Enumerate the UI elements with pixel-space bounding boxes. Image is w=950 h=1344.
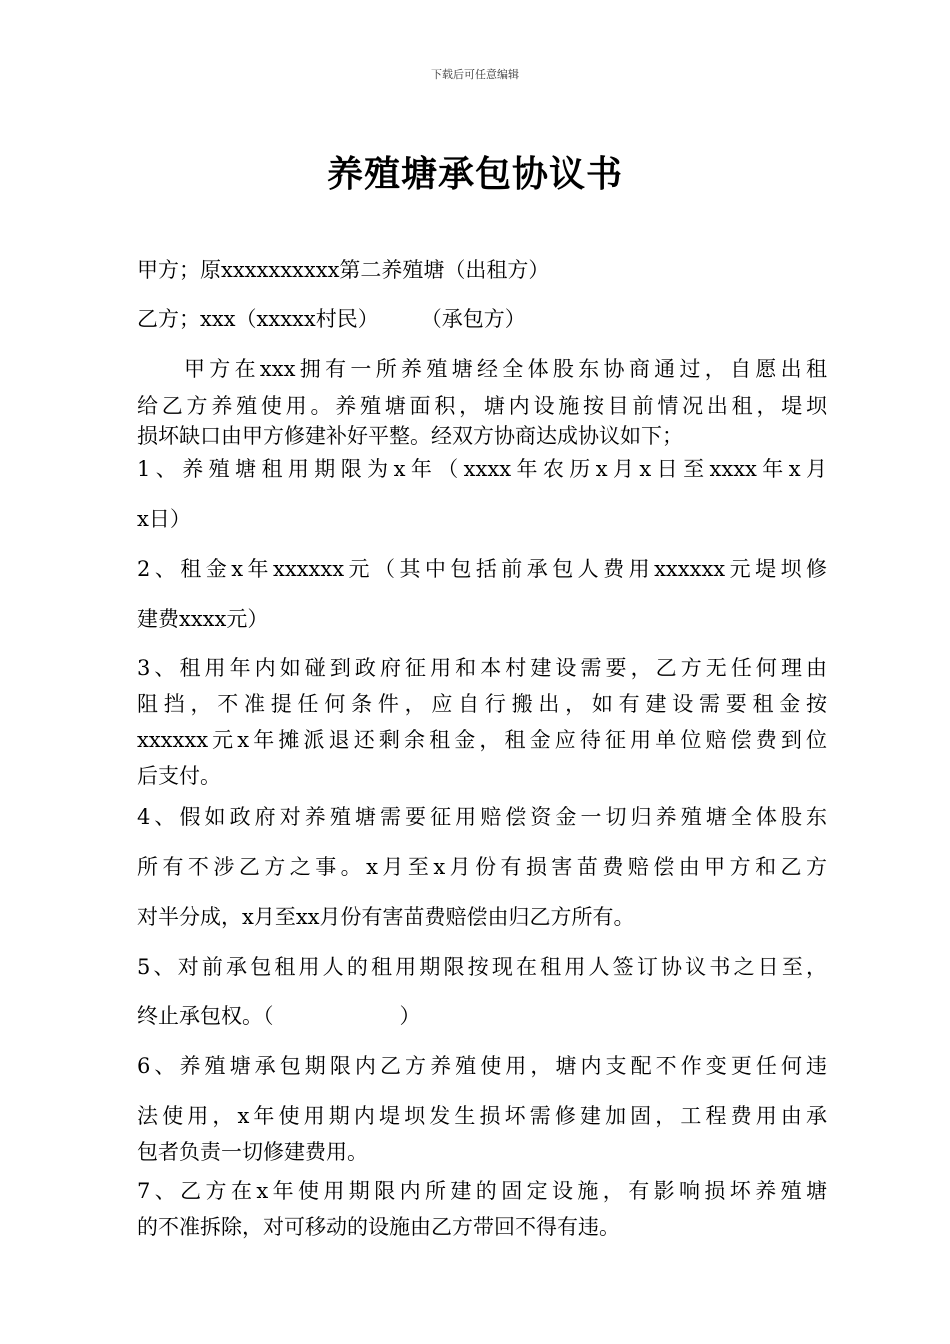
- clause-line: 终止承包权。（ ）: [137, 1004, 421, 1028]
- paragraph-line: 甲方在xxx拥有一所养殖塘经全体股东协商通过，自愿出租: [184, 357, 827, 381]
- clause-line: 阻挡，不准提任何条件，应自行搬出，如有建设需要租金按: [137, 692, 827, 716]
- paragraph-line: 损坏缺口由甲方修建补好平整。经双方协商达成协议如下；: [137, 424, 683, 448]
- clause-line: 6、养殖塘承包期限内乙方养殖使用，塘内支配不作变更任何违: [137, 1054, 827, 1078]
- clause-line: xxxxxx元x年摊派退还剩余租金，租金应待征用单位赔偿费到位: [137, 728, 827, 752]
- clause-line: 1、养殖塘租用期限为x年（xxxx年农历x月x日至xxxx年x月: [137, 457, 827, 481]
- clause-line: 所有不涉乙方之事。x月至x月份有损害苗费赔偿由甲方和乙方: [137, 855, 827, 879]
- clause-line: 法使用，x年使用期内堤坝发生损坏需修建加固，工程费用由承: [137, 1104, 827, 1128]
- party-a-line: 甲方；原xxxxxxxxxx第二养殖塘（出租方）: [137, 258, 550, 282]
- clause-line: 后支付。: [137, 764, 221, 788]
- paragraph-line: 给乙方养殖使用。养殖塘面积，塘内设施按目前情况出租，堤坝: [137, 394, 827, 418]
- page-header-note: 下载后可任意编辑: [431, 68, 519, 81]
- clause-line: 对半分成，x月至xx月份有害苗费赔偿由归乙方所有。: [137, 905, 635, 929]
- document-title: 养殖塘承包协议书: [326, 153, 623, 195]
- clause-line: 4、假如政府对养殖塘需要征用赔偿资金一切归养殖塘全体股东: [137, 805, 827, 829]
- clause-line: 的不准拆除，对可移动的设施由乙方带回不得有违。: [137, 1215, 620, 1239]
- clause-line: 建费xxxx元）: [137, 607, 269, 631]
- clause-line: 3、租用年内如碰到政府征用和本村建设需要，乙方无任何理由: [137, 656, 827, 680]
- clause-line: 包者负责一切修建费用。: [137, 1140, 368, 1164]
- clause-line: x日）: [137, 507, 191, 531]
- clause-line: 2、租金x年xxxxxx元（其中包括前承包人费用xxxxxx元堤坝修: [137, 557, 827, 581]
- clause-line: 5、对前承包租用人的租用期限按现在租用人签订协议书之日至，: [137, 955, 827, 979]
- clause-line: 7、乙方在x年使用期限内所建的固定设施，有影响损坏养殖塘: [137, 1179, 827, 1203]
- party-b-line: 乙方；xxx（xxxxx村民） （承包方）: [137, 307, 526, 331]
